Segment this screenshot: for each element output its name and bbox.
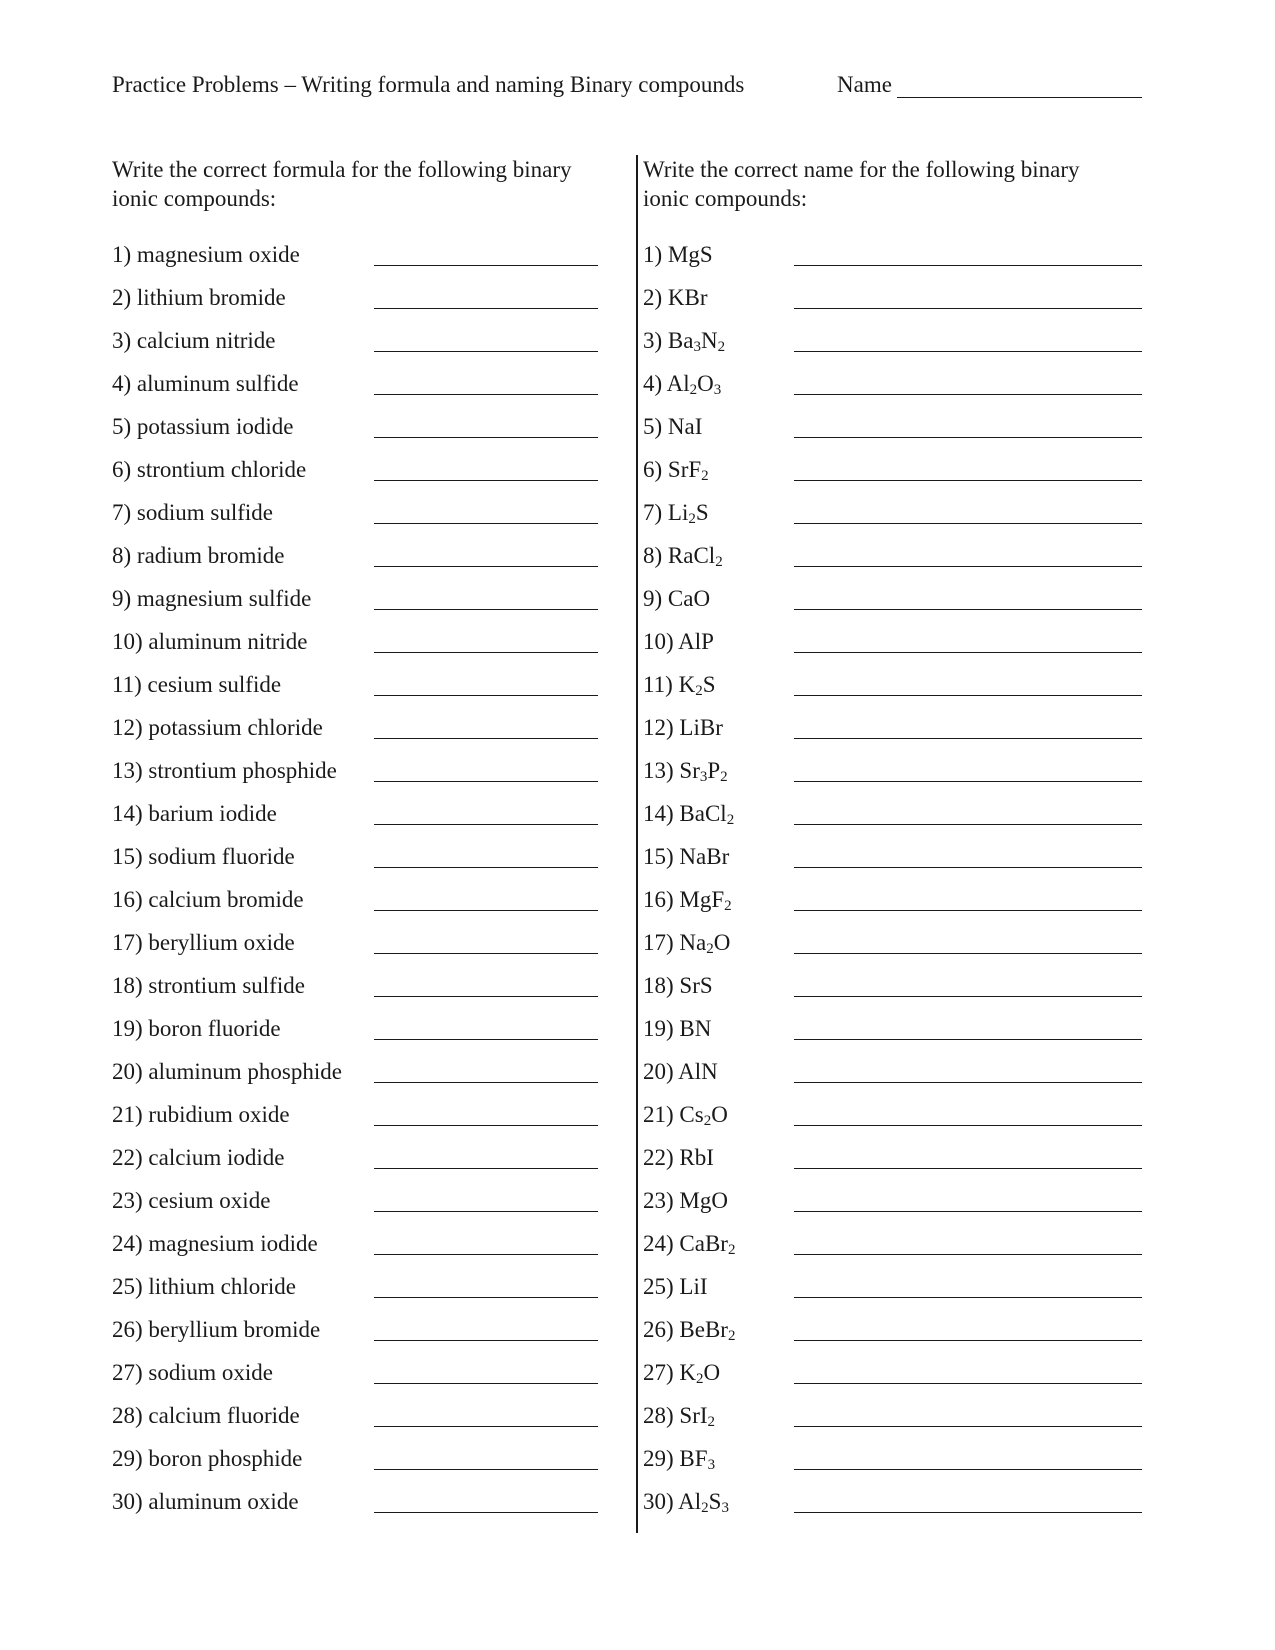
right-instruction-line-1: Write the correct name for the following binary — [643, 157, 1080, 182]
naming-question-row — [643, 498, 1143, 541]
compound-formula-label — [643, 887, 732, 913]
naming-question-row — [643, 885, 1143, 928]
name-answer-blank[interactable] — [794, 566, 1142, 567]
compound-formula-label — [643, 285, 708, 311]
naming-question-list — [643, 240, 1143, 1530]
element-symbol: KBr — [667, 285, 708, 310]
naming-question-row — [643, 1487, 1143, 1530]
naming-question-row — [643, 1401, 1143, 1444]
formula-question-row — [112, 627, 602, 670]
formula-answer-blank[interactable] — [374, 1340, 598, 1341]
formula-answer-blank[interactable] — [374, 394, 598, 395]
naming-question-row — [643, 1057, 1143, 1100]
compound-name-label: 10) aluminum nitride — [112, 629, 308, 654]
compound-name-label: 23) cesium oxide — [112, 1188, 271, 1213]
compound-name-label: 7) sodium sulfide — [112, 500, 273, 525]
element-symbol: S — [695, 500, 709, 525]
compound-formula-label — [643, 543, 723, 569]
naming-question-row — [643, 240, 1143, 283]
compound-formula-label — [643, 715, 723, 741]
subscript: 2 — [727, 1242, 736, 1258]
formula-question-row — [112, 1401, 602, 1444]
naming-question-row — [643, 928, 1143, 971]
name-answer-blank[interactable] — [794, 824, 1142, 825]
question-number: 4) — [643, 371, 663, 396]
element-symbol: O — [713, 930, 731, 955]
compound-name-label: 13) strontium phosphide — [112, 758, 337, 783]
formula-question-row — [112, 756, 602, 799]
formula-answer-blank[interactable] — [374, 1469, 598, 1470]
formula-question-row — [112, 885, 602, 928]
subscript: 2 — [724, 898, 732, 914]
element-symbol: Ba — [667, 328, 694, 353]
compound-formula-label — [643, 586, 710, 612]
name-answer-blank[interactable] — [794, 308, 1142, 309]
name-answer-blank[interactable] — [794, 652, 1142, 653]
name-answer-blank[interactable] — [794, 523, 1142, 524]
naming-question-row — [643, 326, 1143, 369]
name-answer-blank[interactable] — [794, 953, 1142, 954]
subscript: 2 — [706, 941, 714, 957]
subscript: 2 — [726, 812, 735, 828]
compound-name-label: 3) calcium nitride — [112, 328, 276, 353]
formula-answer-blank[interactable] — [374, 1211, 598, 1212]
compound-formula-label — [643, 1231, 735, 1257]
compound-formula-label — [643, 1188, 728, 1214]
formula-answer-blank[interactable] — [374, 738, 598, 739]
subscript: 2 — [727, 1328, 736, 1344]
question-number: 25) — [643, 1274, 674, 1299]
question-number: 2) — [643, 285, 663, 310]
name-answer-blank[interactable] — [794, 1211, 1142, 1212]
formula-question-row — [112, 713, 602, 756]
compound-formula-label — [643, 1360, 720, 1386]
question-number: 19) — [643, 1016, 674, 1041]
naming-question-row — [643, 1444, 1143, 1487]
question-number: 17) — [643, 930, 674, 955]
formula-answer-blank[interactable] — [374, 1297, 598, 1298]
formula-answer-blank[interactable] — [374, 1383, 598, 1384]
naming-question-row — [643, 369, 1143, 412]
page-title: Practice Problems – Writing formula and naming Binary compounds — [112, 72, 745, 97]
question-number: 8) — [643, 543, 663, 568]
compound-formula-label — [643, 1274, 708, 1300]
naming-question-row — [643, 412, 1143, 455]
compound-name-label: 30) aluminum oxide — [112, 1489, 299, 1514]
subscript: 2 — [689, 382, 698, 398]
name-answer-blank[interactable] — [794, 1512, 1142, 1513]
naming-question-row — [643, 842, 1143, 885]
name-field-line[interactable] — [897, 97, 1142, 98]
compound-name-label: 2) lithium bromide — [112, 285, 286, 310]
compound-name-label: 8) radium bromide — [112, 543, 285, 568]
formula-question-row — [112, 455, 602, 498]
formula-answer-blank[interactable] — [374, 566, 598, 567]
formula-question-row — [112, 670, 602, 713]
compound-name-label: 17) beryllium oxide — [112, 930, 295, 955]
name-answer-blank[interactable] — [794, 609, 1142, 610]
compound-name-label: 25) lithium chloride — [112, 1274, 296, 1299]
compound-name-label: 21) rubidium oxide — [112, 1102, 290, 1127]
naming-question-row — [643, 455, 1143, 498]
formula-answer-blank[interactable] — [374, 351, 598, 352]
subscript: 2 — [707, 1414, 716, 1430]
subscript: 3 — [721, 1500, 729, 1516]
compound-name-label: 18) strontium sulfide — [112, 973, 305, 998]
formula-answer-blank[interactable] — [374, 1039, 598, 1040]
formula-question-row — [112, 1014, 602, 1057]
naming-question-row — [643, 1100, 1143, 1143]
question-number: 11) — [643, 672, 673, 697]
element-symbol: BeBr — [679, 1317, 728, 1342]
compound-formula-label — [643, 1317, 735, 1343]
formula-answer-blank[interactable] — [374, 953, 598, 954]
element-symbol: SrI — [679, 1403, 708, 1428]
compound-formula-label — [643, 1016, 711, 1042]
question-number: 16) — [643, 887, 674, 912]
formula-answer-blank[interactable] — [374, 609, 598, 610]
question-number: 13) — [643, 758, 674, 783]
compound-formula-label — [643, 758, 728, 784]
subscript: 2 — [717, 339, 726, 355]
formula-answer-blank[interactable] — [374, 265, 598, 266]
name-answer-blank[interactable] — [794, 1168, 1142, 1169]
element-symbol: NaI — [667, 414, 703, 439]
compound-name-label: 9) magnesium sulfide — [112, 586, 312, 611]
naming-question-row — [643, 1186, 1143, 1229]
element-symbol: Al — [678, 1489, 702, 1514]
name-answer-blank[interactable] — [794, 437, 1142, 438]
name-answer-blank[interactable] — [794, 480, 1142, 481]
question-number: 29) — [643, 1446, 674, 1471]
element-symbol: SrS — [679, 973, 713, 998]
formula-answer-blank[interactable] — [374, 824, 598, 825]
compound-formula-label — [643, 801, 734, 827]
element-symbol: MgF — [679, 887, 725, 912]
naming-question-row — [643, 799, 1143, 842]
name-answer-blank[interactable] — [794, 1254, 1142, 1255]
compound-formula-label — [643, 1059, 718, 1085]
formula-question-row — [112, 1358, 602, 1401]
element-symbol: Al — [666, 371, 690, 396]
element-symbol: N — [700, 328, 718, 353]
subscript: 3 — [713, 382, 722, 398]
left-instruction-line-1: Write the correct formula for the following binary — [112, 157, 572, 182]
compound-formula-label — [643, 1145, 714, 1171]
formula-answer-blank[interactable] — [374, 480, 598, 481]
name-answer-blank[interactable] — [794, 394, 1142, 395]
element-symbol: MgO — [679, 1188, 728, 1213]
element-symbol: S — [708, 1489, 722, 1514]
compound-formula-label — [643, 414, 702, 440]
formula-question-row — [112, 1143, 602, 1186]
question-number: 5) — [643, 414, 663, 439]
element-symbol: BF — [679, 1446, 708, 1471]
name-answer-blank[interactable] — [794, 867, 1142, 868]
formula-answer-blank[interactable] — [374, 867, 598, 868]
compound-name-label: 22) calcium iodide — [112, 1145, 285, 1170]
name-label: Name — [837, 72, 892, 97]
naming-question-row — [643, 1143, 1143, 1186]
formula-question-row — [112, 842, 602, 885]
name-field-group — [837, 72, 1142, 102]
formula-question-row — [112, 541, 602, 584]
question-number: 7) — [643, 500, 663, 525]
compound-name-label: 27) sodium oxide — [112, 1360, 273, 1385]
compound-formula-label — [643, 457, 709, 483]
formula-answer-blank[interactable] — [374, 437, 598, 438]
formula-answer-blank[interactable] — [374, 1125, 598, 1126]
compound-name-label: 28) calcium fluoride — [112, 1403, 300, 1428]
compound-formula-label — [643, 1102, 728, 1128]
formula-question-row — [112, 799, 602, 842]
question-number: 27) — [643, 1360, 674, 1385]
name-answer-blank[interactable] — [794, 1340, 1142, 1341]
compound-formula-label — [643, 672, 715, 698]
formula-question-row — [112, 971, 602, 1014]
formula-question-row — [112, 412, 602, 455]
formula-answer-blank[interactable] — [374, 910, 598, 911]
formula-question-row — [112, 1186, 602, 1229]
name-answer-blank[interactable] — [794, 695, 1142, 696]
element-symbol: SrF — [667, 457, 702, 482]
element-symbol: P — [707, 758, 721, 783]
subscript: 2 — [701, 1500, 709, 1516]
compound-formula-label — [643, 500, 709, 526]
element-symbol: O — [697, 371, 714, 396]
formula-question-row — [112, 369, 602, 412]
formula-question-row — [112, 283, 602, 326]
question-number: 18) — [643, 973, 674, 998]
element-symbol: LiI — [679, 1274, 708, 1299]
formula-question-row — [112, 1315, 602, 1358]
compound-formula-label — [643, 1403, 715, 1429]
name-answer-blank[interactable] — [794, 1082, 1142, 1083]
formula-answer-blank[interactable] — [374, 1254, 598, 1255]
naming-question-row — [643, 283, 1143, 326]
compound-formula-label — [643, 242, 713, 268]
compound-name-label: 29) boron phosphide — [112, 1446, 303, 1471]
formula-answer-blank[interactable] — [374, 781, 598, 782]
formula-question-row — [112, 1229, 602, 1272]
element-symbol: BaCl — [679, 801, 727, 826]
formula-answer-blank[interactable] — [374, 1168, 598, 1169]
name-answer-blank[interactable] — [794, 1039, 1142, 1040]
formula-question-row — [112, 498, 602, 541]
name-answer-blank[interactable] — [794, 1383, 1142, 1384]
naming-question-row — [643, 971, 1143, 1014]
element-symbol: O — [711, 1102, 728, 1127]
compound-name-label: 14) barium iodide — [112, 801, 277, 826]
question-number: 28) — [643, 1403, 674, 1428]
left-instruction-line-2: ionic compounds: — [112, 186, 277, 211]
compound-formula-label — [643, 844, 729, 870]
compound-name-label: 11) cesium sulfide — [112, 672, 282, 697]
subscript: 2 — [715, 554, 723, 570]
element-symbol: S — [702, 672, 716, 697]
subscript: 2 — [695, 683, 703, 699]
right-instruction-line-2: ionic compounds: — [643, 186, 808, 211]
name-answer-blank[interactable] — [794, 996, 1142, 997]
name-answer-blank[interactable] — [794, 1469, 1142, 1470]
element-symbol: CaBr — [679, 1231, 728, 1256]
naming-question-row — [643, 541, 1143, 584]
compound-formula-label — [643, 328, 725, 354]
formula-answer-blank[interactable] — [374, 1426, 598, 1427]
element-symbol: NaBr — [679, 844, 730, 869]
formula-answer-blank[interactable] — [374, 523, 598, 524]
subscript: 2 — [688, 511, 696, 527]
name-answer-blank[interactable] — [794, 265, 1142, 266]
formula-answer-blank[interactable] — [374, 652, 598, 653]
element-symbol: RaCl — [667, 543, 716, 568]
question-number: 23) — [643, 1188, 674, 1213]
name-answer-blank[interactable] — [794, 1426, 1142, 1427]
naming-question-row — [643, 1229, 1143, 1272]
compound-formula-label — [643, 1489, 729, 1515]
naming-question-row — [643, 584, 1143, 627]
question-number: 20) — [643, 1059, 674, 1084]
subscript: 3 — [699, 769, 708, 785]
compound-name-label: 15) sodium fluoride — [112, 844, 295, 869]
name-answer-blank[interactable] — [794, 1297, 1142, 1298]
subscript: 2 — [703, 1113, 712, 1129]
element-symbol: Li — [667, 500, 689, 525]
question-number: 30) — [643, 1489, 674, 1514]
naming-question-row — [643, 1358, 1143, 1401]
formula-answer-blank[interactable] — [374, 308, 598, 309]
naming-question-row — [643, 1315, 1143, 1358]
formula-question-row — [112, 1057, 602, 1100]
element-symbol: K — [679, 1360, 697, 1385]
compound-name-label: 5) potassium iodide — [112, 414, 294, 439]
subscript: 2 — [720, 769, 728, 785]
right-instructions — [643, 155, 1158, 213]
element-symbol: AlP — [678, 629, 714, 654]
formula-question-row — [112, 1100, 602, 1143]
element-symbol: RbI — [679, 1145, 714, 1170]
subscript: 2 — [696, 1371, 704, 1387]
element-symbol: AlN — [678, 1059, 718, 1084]
formula-question-row — [112, 1487, 602, 1530]
question-number: 3) — [643, 328, 663, 353]
element-symbol: CaO — [667, 586, 711, 611]
formula-question-row — [112, 928, 602, 971]
element-symbol: BN — [679, 1016, 712, 1041]
element-symbol: K — [678, 672, 696, 697]
compound-name-label: 26) beryllium bromide — [112, 1317, 321, 1342]
element-symbol: Cs — [679, 1102, 704, 1127]
name-answer-blank[interactable] — [794, 1125, 1142, 1126]
formula-answer-blank[interactable] — [374, 695, 598, 696]
compound-name-label: 19) boron fluoride — [112, 1016, 281, 1041]
formula-answer-blank[interactable] — [374, 1512, 598, 1513]
compound-name-label: 12) potassium chloride — [112, 715, 323, 740]
name-answer-blank[interactable] — [794, 781, 1142, 782]
question-number: 22) — [643, 1145, 674, 1170]
formula-answer-blank[interactable] — [374, 1082, 598, 1083]
page-header — [112, 72, 1142, 112]
compound-name-label: 24) magnesium iodide — [112, 1231, 318, 1256]
column-divider — [636, 155, 638, 1533]
question-number: 10) — [643, 629, 674, 654]
formula-question-row — [112, 1272, 602, 1315]
question-number: 26) — [643, 1317, 674, 1342]
name-answer-blank[interactable] — [794, 910, 1142, 911]
question-number: 14) — [643, 801, 674, 826]
name-answer-blank[interactable] — [794, 738, 1142, 739]
question-number: 6) — [643, 457, 663, 482]
name-answer-blank[interactable] — [794, 351, 1142, 352]
question-number: 15) — [643, 844, 674, 869]
formula-question-list — [112, 240, 602, 1530]
compound-name-label: 20) aluminum phosphide — [112, 1059, 342, 1084]
question-number: 21) — [643, 1102, 674, 1127]
naming-question-row — [643, 1272, 1143, 1315]
element-symbol: O — [703, 1360, 721, 1385]
subscript: 3 — [707, 1457, 716, 1473]
subscript: 2 — [701, 468, 709, 484]
formula-question-row — [112, 240, 602, 283]
element-symbol: LiBr — [679, 715, 723, 740]
compound-formula-label — [643, 1446, 715, 1472]
element-symbol: Na — [679, 930, 707, 955]
naming-question-row — [643, 627, 1143, 670]
compound-name-label: 4) aluminum sulfide — [112, 371, 299, 396]
compound-formula-label — [643, 371, 721, 397]
question-number: 9) — [643, 586, 663, 611]
question-number: 1) — [643, 242, 663, 267]
naming-question-row — [643, 756, 1143, 799]
compound-formula-label — [643, 930, 730, 956]
left-instructions — [112, 155, 627, 213]
compound-formula-label — [643, 629, 714, 655]
compound-name-label: 6) strontium chloride — [112, 457, 307, 482]
formula-question-row — [112, 1444, 602, 1487]
subscript: 3 — [693, 339, 701, 355]
naming-question-row — [643, 1014, 1143, 1057]
question-number: 12) — [643, 715, 674, 740]
compound-name-label: 1) magnesium oxide — [112, 242, 300, 267]
formula-answer-blank[interactable] — [374, 996, 598, 997]
compound-name-label: 16) calcium bromide — [112, 887, 304, 912]
element-symbol: Sr — [679, 758, 700, 783]
naming-question-row — [643, 670, 1143, 713]
formula-question-row — [112, 584, 602, 627]
question-number: 24) — [643, 1231, 674, 1256]
compound-formula-label — [643, 973, 713, 999]
formula-question-row — [112, 326, 602, 369]
element-symbol: MgS — [667, 242, 713, 267]
naming-question-row — [643, 713, 1143, 756]
